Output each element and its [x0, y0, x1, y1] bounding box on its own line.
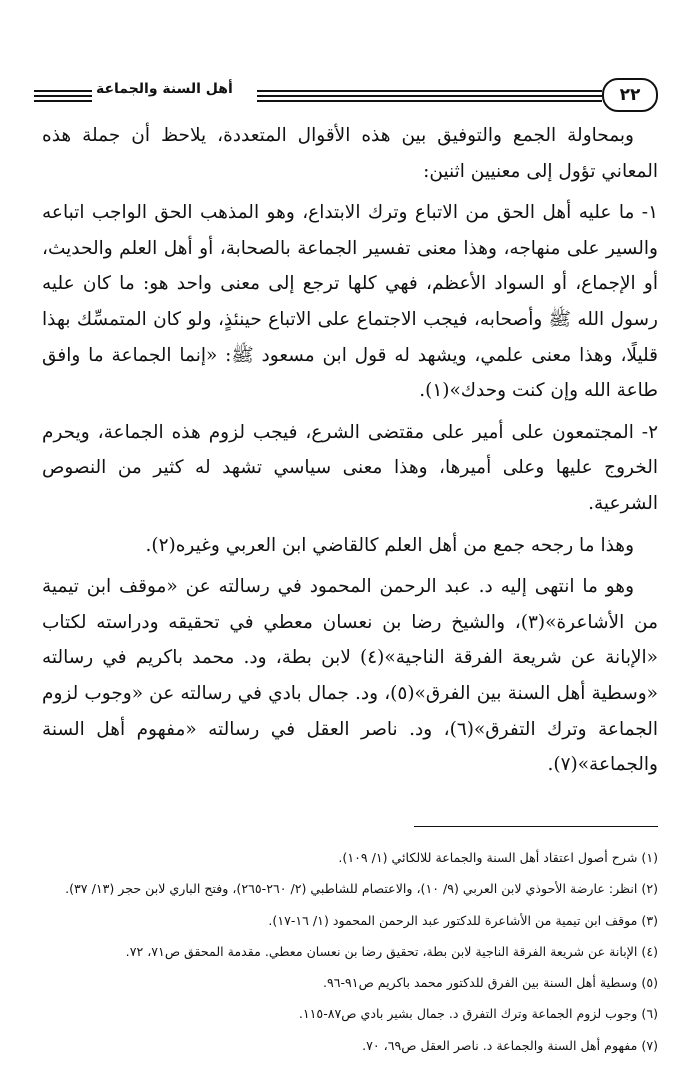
footnote: (٥) وسطية أهل السنة بين الفرق للدكتور محمد باكريم ص٩١-٩٦. [322, 975, 658, 991]
footnotes [42, 842, 658, 1061]
footnote: (٦) وجوب لزوم الجماعة وترك التفرق د. جمال بشير بادي ص٨٧-١١٥. [298, 1006, 658, 1022]
footnote: (٣) موقف ابن تيمية من الأشاعرة للدكتور عبد الرحمن المحمود (١/ ١٦-١٧). [268, 912, 658, 928]
footnote-separator [414, 826, 658, 827]
footnote: (٤) الإبانة عن شريعة الفرقة الناجية لابن بطة، تحقيق رضا بن نعسان معطي. مقدمة المحقق ص٧١، ٧٢. [125, 943, 658, 959]
paragraph: وهذا ما رجحه جمع من أهل العلم كالقاضي ابن العربي وغيره(٢). [145, 534, 634, 556]
main-text [42, 118, 658, 789]
header-rule-short [34, 95, 92, 97]
paragraph: ١- ما عليه أهل الحق من الاتباع وترك الابتداع، وهو المذهب الحق الواجب اتباعه والسير على منهاجه، وهذا معنى تفسير الجماعة بالصحابة، أو أهل العلم والحديث، أو الإجماع، أو السواد الأعظم، فهي كلها ترجع إلى معنى واحد هو: ما كان عليه رسول الله ﷺ وأصحابه، فيجب الاجتماع على الاتباع حينئذٍ، ولو كان المتمسِّك بهذا قليلًا، وهذا معنى علمي، ويشهد له قول ابن مسعود ﷺ: «إنما الجماعة ما وافق طاعة الله وإن كنت وحدك»(١). [42, 202, 658, 402]
header-rule [257, 95, 602, 97]
paragraph: وهو ما انتهى إليه د. عبد الرحمن المحمود في رسالته عن «موقف ابن تيمية من الأشاعرة»(٣)، والشيخ رضا بن نعسان معطي في تحقيقه ودراسته لكتاب «الإبانة عن شريعة الفرقة الناجية»(٤) لابن بطة، ود. محمد باكريم في رسالته «وسطية أهل السنة بين الفرق»(٥)، ود. جمال بادي في رسالته عن «وجوب لزوم الجماعة وترك التفرق»(٦)، ود. ناصر العقل في رسالته «مفهوم أهل السنة والجماعة»(٧). [42, 576, 659, 776]
paragraph: وبمحاولة الجمع والتوفيق بين هذه الأقوال المتعددة، يلاحظ أن جملة هذه المعاني تؤول إلى معنيين اثنين: [42, 125, 658, 182]
running-title: أهل السنة والجماعة [96, 81, 233, 97]
page-number-badge [602, 78, 658, 112]
paragraph: ٢- المجتمعون على أمير على مقتضى الشرع، فيجب لزوم هذه الجماعة، ويحرم الخروج عليها وعلى أميرها، وهذا معنى سياسي تشهد له كثير من النصوص الشرعية. [42, 421, 658, 514]
header-rule [257, 90, 602, 92]
footnote: (٧) مفهوم أهل السنة والجماعة د. ناصر العقل ص٦٩، ٧٠. [362, 1037, 658, 1053]
page-number: ٢٢ [619, 85, 641, 105]
footnote: (١) شرح أصول اعتقاد أهل السنة والجماعة للالكائي (١/ ١٠٩). [338, 850, 658, 865]
header-rule [257, 100, 602, 102]
page-header [28, 74, 668, 114]
footnote: (٢) انظر: عارضة الأحوذي لابن العربي (٩/ ١٠)، والاعتصام للشاطبي (٢/ ٢٦٠-٢٦٥)، وفتح الباري لابن حجر (١٣/ ٣٧). [65, 881, 658, 897]
header-rule-short [34, 90, 92, 92]
header-rule-short [34, 100, 92, 102]
